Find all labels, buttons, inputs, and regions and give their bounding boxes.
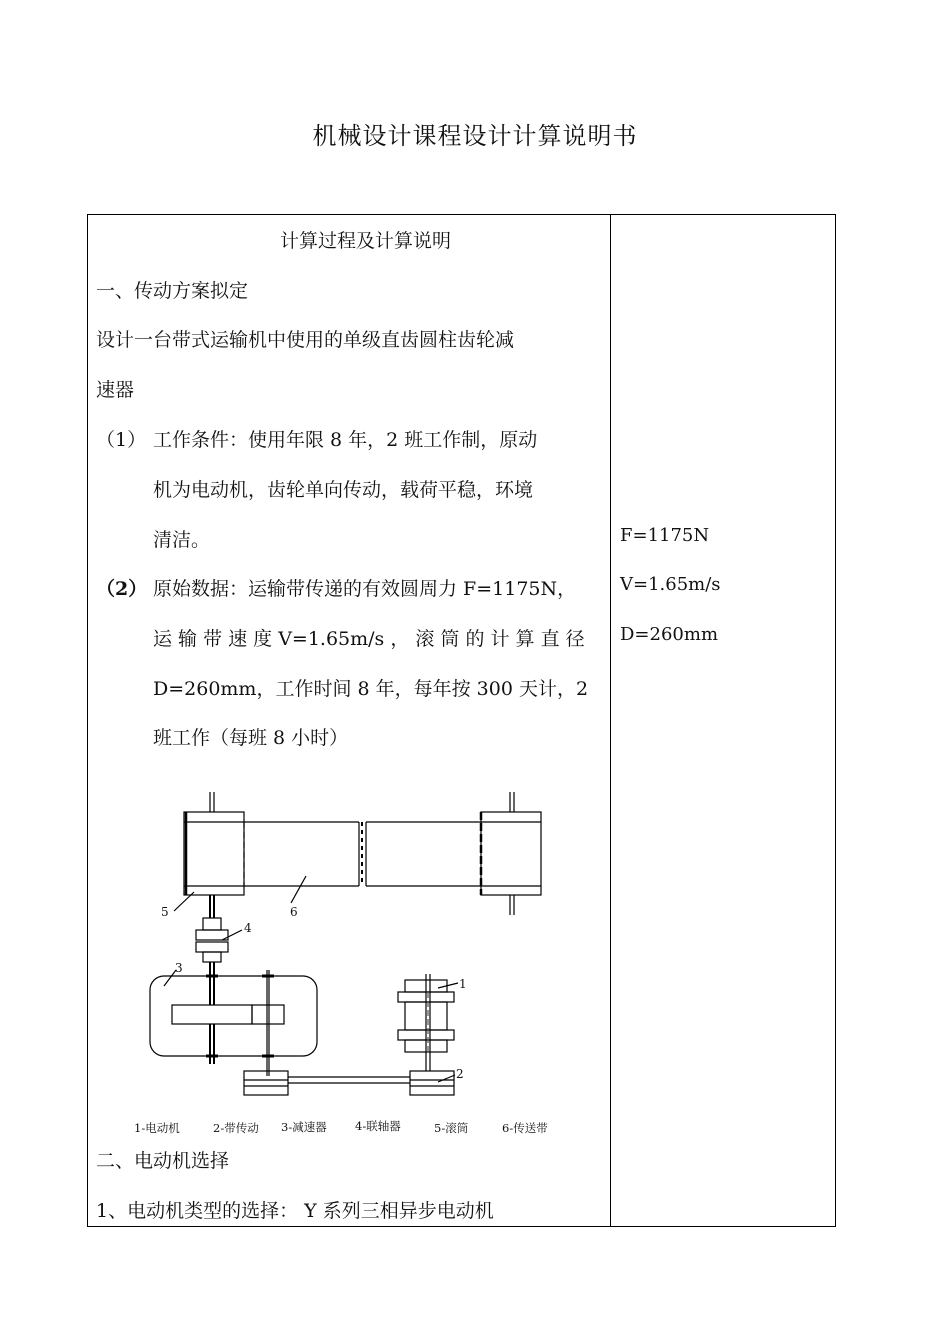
section-heading-2: 二、电动机选择 — [96, 1150, 230, 1172]
section-heading-1: 一、传动方案拟定 — [96, 280, 249, 302]
table-header: 计算过程及计算说明 — [280, 230, 452, 252]
condition-1-line: 清洁。 — [153, 529, 211, 551]
drum-left — [184, 792, 244, 895]
legend-item: 4-联轴器 — [355, 1119, 401, 1133]
intro-text-cont: 速器 — [96, 379, 135, 401]
motor-type-text: 1、电动机类型的选择： Y 系列三相异步电动机 — [96, 1200, 494, 1222]
condition-2-line: D=260mm，工作时间 8 年，每年按 300 天计，2 — [153, 678, 589, 700]
label-5: 5 — [161, 905, 169, 919]
intro-text: 设计一台带式运输机中使用的单级直齿圆柱齿轮减 — [96, 329, 515, 351]
condition-2-number: （2） — [96, 578, 148, 600]
legend-item: 1-电动机 — [134, 1121, 180, 1135]
motor — [398, 974, 454, 1071]
belt-drive — [244, 1071, 454, 1095]
legend-item: 3-减速器 — [281, 1120, 327, 1134]
conveyor-belt — [244, 822, 481, 886]
param-diameter: D=260mm — [620, 624, 719, 645]
legend-item: 6-传送带 — [502, 1121, 548, 1135]
condition-2-line: 运 输 带 速 度 V=1.65m/s ， 滚 筒 的 计 算 直 径 — [153, 628, 585, 650]
condition-1-line: 工作条件：使用年限 8 年，2 班工作制，原动 — [153, 429, 538, 451]
document-title: 机械设计课程设计计算说明书 — [312, 122, 638, 150]
condition-2-line: 原始数据：运输带传递的有效圆周力 F=1175N， — [153, 578, 577, 600]
label-1: 1 — [459, 977, 467, 991]
legend-item: 5-滚筒 — [434, 1121, 469, 1135]
label-3: 3 — [175, 961, 183, 975]
label-2: 2 — [456, 1067, 464, 1081]
drum-right — [481, 792, 541, 915]
reducer — [150, 976, 317, 1056]
condition-2-line: 班工作（每班 8 小时） — [153, 727, 349, 749]
legend-item: 2-带传动 — [213, 1121, 259, 1135]
label-4: 4 — [244, 921, 252, 935]
label-6: 6 — [290, 905, 298, 919]
condition-1-line: 机为电动机，齿轮单向传动，载荷平稳，环境 — [153, 479, 534, 501]
param-force: F=1175N — [620, 525, 710, 546]
condition-1-number: （1） — [96, 429, 147, 451]
param-velocity: V=1.65m/s — [620, 574, 721, 595]
